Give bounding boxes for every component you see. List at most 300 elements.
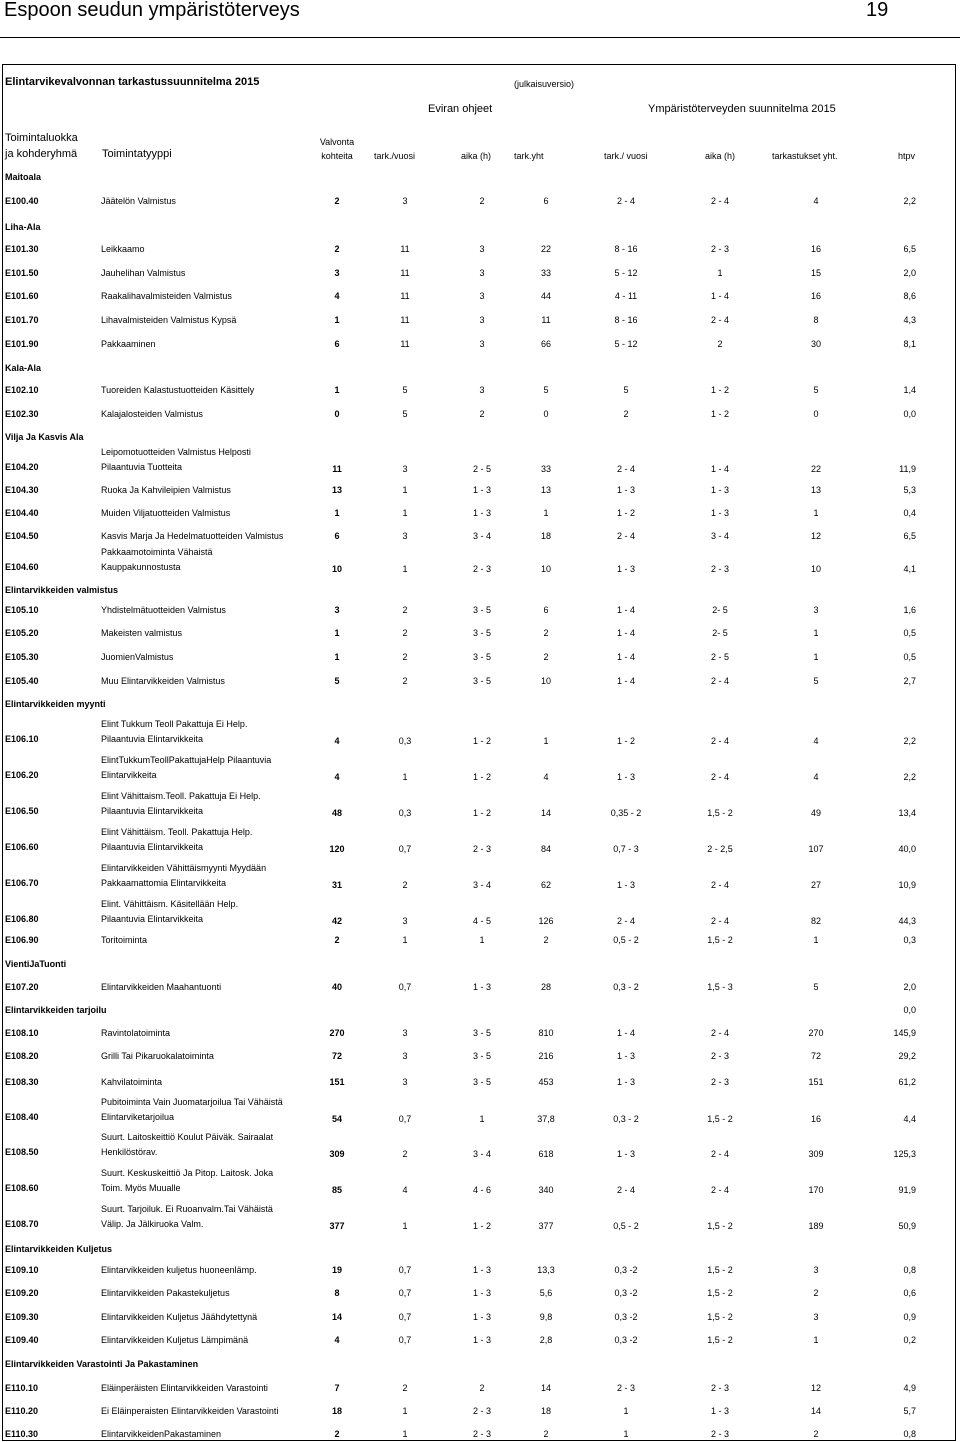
cell-toimintatyyppi: Toritoiminta [101,935,148,945]
cell-e-tark: 1 [402,1429,408,1439]
cell-e-tark: 3 [402,1028,408,1038]
cell-e-tark: 11 [400,315,410,325]
cell-e-tark: 1 [402,1221,408,1231]
cell-htpv: 0,9 [903,1312,916,1322]
cell-y-tark: 2 - 4 [616,1185,636,1195]
cell-toimintatyyppi: Leipomotuotteiden Valmistus Helposti [101,447,251,457]
cell-y-aika: 2 - 3 [710,1077,730,1087]
cell-y-aika: 1,5 - 2 [707,1335,733,1345]
cell-kohteet: 72 [331,1051,343,1061]
cell-y-aika: 2 - 4 [710,1149,730,1159]
cell-y-aika: 1 - 4 [710,464,730,474]
cell-y-yht: 27 [810,880,822,890]
cell-y-aika: 1,5 - 2 [707,1312,733,1322]
cell-e-tark: 1 [402,1406,408,1416]
cell-kohteet: 1 [334,508,340,518]
cell-toimintatyyppi: Elintarvikkeiden Vähittäismyynti Myydään [101,863,267,873]
cell-y-yht: 1 [813,1335,819,1345]
cell-code: E106.10 [5,734,39,744]
cell-code: E106.60 [5,842,39,852]
cell-y-tark: 1 - 3 [616,564,636,574]
cell-toimintatyyppi: Elintarvikkeiden Maahantuonti [101,982,222,992]
cell-e-yht: 66 [540,339,552,349]
cell-htpv: 2,7 [903,676,916,686]
cell-toimintatyyppi: Kauppakunnostusta [101,562,181,572]
col-header-luokka-1: Toimintaluokka [5,132,78,144]
cell-y-tark: 1 - 4 [616,676,636,686]
cell-toimintatyyppi: Jäätelön Valmistus [101,196,176,206]
cell-code: E108.30 [5,1077,39,1087]
cell-toimintatyyppi: Suurt. Keskuskeittiö Ja Pitop. Laitosk. Joka [101,1168,274,1178]
cell-htpv: 145,9 [893,1028,916,1038]
cell-kohteet: 14 [331,1312,343,1322]
cell-e-aika: 1 - 2 [472,736,492,746]
cell-kohteet: 48 [331,808,343,818]
section-label: Vilja Ja Kasvis Ala [5,432,84,442]
cell-y-yht: 2 [813,1429,819,1439]
col-header-y-yht: tarkastukset yht. [772,151,838,161]
cell-toimintatyyppi: Pakkaamotoiminta Vähaistä [101,547,213,557]
page-header [0,0,960,24]
cell-code: E105.20 [5,628,39,638]
cell-htpv: 1,6 [903,605,916,615]
col-header-kohteet-2: kohteita [321,151,353,161]
cell-kohteet: 2 [334,244,340,254]
cell-htpv: 2,0 [903,982,916,992]
cell-e-aika: 1 - 3 [472,982,492,992]
cell-y-aika: 1 - 2 [710,385,730,395]
cell-htpv: 91,9 [898,1185,916,1195]
cell-e-aika: 2 - 3 [472,1429,492,1439]
cell-kohteet: 85 [331,1185,343,1195]
cell-toimintatyyppi: Elintarvikkeita [101,770,157,780]
cell-e-aika: 1 - 3 [472,1288,492,1298]
cell-code: E106.80 [5,914,39,924]
cell-e-aika: 1 - 3 [472,485,492,495]
cell-y-aika: 1,5 - 3 [707,982,733,992]
cell-toimintatyyppi: Ruoka Ja Kahvileipien Valmistus [101,485,231,495]
cell-htpv: 0,3 [903,935,916,945]
cell-code: E101.70 [5,315,39,325]
cell-e-tark: 1 [402,772,408,782]
col-header-e-yht: tark.yht [514,151,544,161]
cell-y-aika: 1,5 - 2 [707,1221,733,1231]
cell-toimintatyyppi: Pilaantuvia Elintarvikkeita [101,734,204,744]
cell-htpv: 0,4 [903,508,916,518]
cell-kohteet: 1 [334,628,340,638]
cell-y-tark: 1 - 2 [616,736,636,746]
version-note: (julkaisuversio) [514,79,575,89]
cell-kohteet: 151 [329,1077,345,1087]
cell-y-tark: 2 - 3 [616,1383,636,1393]
cell-toimintatyyppi: Pilaantuvia Elintarvikkeita [101,842,204,852]
cell-y-yht: 4 [813,736,819,746]
cell-toimintatyyppi: Pakkaamattomia Elintarvikkeita [101,878,227,888]
cell-y-tark: 2 [623,409,629,419]
cell-kohteet: 1 [334,652,340,662]
cell-y-aika: 1 - 3 [710,485,730,495]
cell-e-aika: 2 [479,196,485,206]
cell-toimintatyyppi: Muu Elintarvikkeiden Valmistus [101,676,225,686]
section-label: Kala-Ala [5,363,42,373]
cell-htpv: 2,2 [903,736,916,746]
cell-y-aika: 2 - 4 [710,736,730,746]
cell-y-aika: 1,5 - 2 [707,808,733,818]
cell-kohteet: 3 [334,605,340,615]
cell-toimintatyyppi: Raakalihavalmisteiden Valmistus [101,291,232,301]
cell-htpv: 6,5 [903,531,916,541]
section-label: Elintarvikkeiden Varastointi Ja Pakastaminen [5,1359,199,1369]
cell-code: E109.40 [5,1335,39,1345]
cell-y-tark: 0,3 -2 [614,1288,638,1298]
cell-y-tark: 1 - 4 [616,652,636,662]
cell-kohteet: 0 [334,409,340,419]
cell-e-yht: 13 [540,485,552,495]
cell-e-yht: 377 [538,1221,554,1231]
cell-toimintatyyppi: Elintarvikkeiden kuljetus huoneenlämp. [101,1265,257,1275]
cell-y-aika: 2 - 4 [710,880,730,890]
cell-y-yht: 3 [813,1265,819,1275]
cell-y-tark: 1 - 3 [616,1149,636,1159]
cell-code: E104.50 [5,531,39,541]
section-label: Maitoala [5,172,42,182]
cell-y-tark: 5 - 12 [614,339,638,349]
cell-e-tark: 1 [402,508,408,518]
cell-e-aika: 1 - 3 [472,1335,492,1345]
section-label: Elintarvikkeiden Kuljetus [5,1244,113,1254]
cell-e-yht: 126 [538,916,554,926]
cell-y-tark: 1 [623,1406,629,1416]
cell-e-aika: 3 - 5 [472,652,492,662]
cell-y-aika: 2- 5 [712,628,728,638]
cell-e-aika: 1 - 2 [472,808,492,818]
cell-kohteet: 1 [334,315,340,325]
cell-e-yht: 810 [538,1028,554,1038]
cell-toimintatyyppi: Kalajalosteiden Valmistus [101,409,203,419]
cell-e-tark: 3 [402,1077,408,1087]
cell-e-aika: 3 - 5 [472,1077,492,1087]
cell-e-yht: 618 [538,1149,554,1159]
cell-y-yht: 5 [813,385,819,395]
cell-code: E108.20 [5,1051,39,1061]
cell-e-tark: 5 [402,385,408,395]
cell-e-tark: 0,7 [398,1265,412,1275]
cell-y-tark: 5 [623,385,629,395]
cell-y-tark: 2 - 4 [616,464,636,474]
cell-kohteet: 4 [334,772,340,782]
cell-y-tark: 1 - 3 [616,485,636,495]
cell-htpv: 5,3 [903,485,916,495]
cell-y-yht: 0 [813,409,819,419]
cell-y-tark: 5 - 12 [614,268,638,278]
cell-htpv: 8,1 [903,339,916,349]
cell-y-yht: 1 [813,628,819,638]
cell-toimintatyyppi: Tuoreiden Kalastustuotteiden Käsittely [101,385,255,395]
cell-toimintatyyppi: Lihavalmisteiden Valmistus Kypsä [101,315,237,325]
cell-e-aika: 3 - 5 [472,676,492,686]
cell-y-yht: 49 [810,808,822,818]
cell-kohteet: 1 [334,385,340,395]
cell-y-yht: 22 [810,464,822,474]
cell-e-yht: 6 [543,605,549,615]
cell-code: E105.10 [5,605,39,615]
cell-e-aika: 3 - 5 [472,1028,492,1038]
cell-kohteet: 42 [331,916,343,926]
cell-y-yht: 30 [810,339,822,349]
cell-htpv: 10,9 [898,880,916,890]
cell-y-tark: 2 - 4 [616,196,636,206]
cell-y-tark: 8 - 16 [614,244,638,254]
cell-e-aika: 3 - 4 [472,880,492,890]
cell-y-aika: 2 - 4 [710,1185,730,1195]
cell-e-aika: 1 - 3 [472,508,492,518]
cell-toimintatyyppi: Jauhelihan Valmistus [101,268,186,278]
cell-y-yht: 1 [813,508,819,518]
cell-e-tark: 11 [400,244,410,254]
cell-toimintatyyppi: ElintarvikkeidenPakastaminen [101,1429,222,1439]
cell-y-tark: 0,5 - 2 [613,1221,639,1231]
cell-toimintatyyppi: Pilaantuvia Elintarvikkeita [101,914,204,924]
cell-e-tark: 11 [400,268,410,278]
cell-code: E101.90 [5,339,39,349]
cell-e-tark: 3 [402,1051,408,1061]
cell-y-aika: 1 - 4 [710,291,730,301]
cell-htpv: 2,2 [903,772,916,782]
cell-e-yht: 84 [540,844,552,854]
cell-e-aika: 3 - 5 [472,1051,492,1061]
cell-e-yht: 2 [543,935,549,945]
cell-y-tark: 0,3 -2 [614,1312,638,1322]
cell-y-tark: 0,3 -2 [614,1335,638,1345]
cell-kohteet: 10 [331,564,343,574]
cell-toimintatyyppi: Pakkaaminen [101,339,156,349]
cell-y-tark: 2 - 4 [616,531,636,541]
cell-e-aika: 3 [479,268,485,278]
cell-y-aika: 2 - 4 [710,676,730,686]
cell-toimintatyyppi: Muiden Viljatuotteiden Valmistus [101,508,231,518]
cell-e-tark: 4 [402,1185,408,1195]
cell-htpv: 2,0 [903,268,916,278]
cell-e-aika: 3 [479,385,485,395]
cell-e-tark: 0,3 [398,736,412,746]
cell-e-yht: 18 [540,531,552,541]
cell-toimintatyyppi: ElintTukkumTeollPakattujaHelp Pilaantuvia [101,755,272,765]
cell-kohteet: 54 [331,1114,343,1124]
cell-htpv: 0,6 [903,1288,916,1298]
cell-toimintatyyppi: Elintarvikkeiden Pakastekuljetus [101,1288,230,1298]
cell-y-aika: 2 - 3 [710,1383,730,1393]
cell-y-yht: 15 [810,268,822,278]
cell-e-yht: 10 [540,564,552,574]
cell-y-aika: 1 - 2 [710,409,730,419]
cell-y-tark: 0,3 - 2 [613,1114,639,1124]
cell-e-yht: 18 [540,1406,552,1416]
col-header-luokka-2: ja kohderyhmä [5,148,78,160]
cell-e-aika: 2 [479,1383,485,1393]
cell-e-yht: 14 [540,1383,552,1393]
cell-e-tark: 0,7 [398,1288,412,1298]
cell-kohteet: 6 [334,531,340,541]
cell-y-tark: 1 - 2 [616,508,636,518]
cell-htpv: 0,2 [903,1335,916,1345]
cell-e-tark: 3 [402,196,408,206]
cell-y-aika: 1,5 - 2 [707,1265,733,1275]
cell-e-tark: 1 [402,564,408,574]
cell-y-aika: 2 - 3 [710,1429,730,1439]
cell-kohteet: 31 [331,880,343,890]
cell-e-yht: 216 [538,1051,554,1061]
cell-y-aika: 2 - 2,5 [707,844,733,854]
cell-y-tark: 0,3 -2 [614,1265,638,1275]
cell-code: E109.10 [5,1265,39,1275]
cell-e-yht: 5,6 [539,1288,553,1298]
cell-toimintatyyppi: Elint Tukkum Teoll Pakattuja Ei Help. [101,719,248,729]
cell-toimintatyyppi: Elint. Vähittäism. Käsitellään Help. [101,899,239,909]
cell-e-yht: 44 [540,291,552,301]
header-divider [0,37,960,38]
cell-e-tark: 1 [402,935,408,945]
cell-y-aika: 2 - 4 [710,1028,730,1038]
cell-kohteet: 19 [331,1265,343,1275]
cell-code: E108.70 [5,1219,39,1229]
cell-e-aika: 4 - 5 [472,916,492,926]
cell-toimintatyyppi: Toim. Myös Muualle [101,1183,181,1193]
cell-y-tark: 2 - 4 [616,916,636,926]
cell-htpv: 61,2 [898,1077,916,1087]
cell-htpv: 0,0 [903,1005,916,1015]
cell-toimintatyyppi: Makeisten valmistus [101,628,183,638]
cell-y-yht: 8 [813,315,819,325]
cell-y-yht: 107 [808,844,824,854]
cell-y-yht: 5 [813,982,819,992]
cell-e-aika: 2 - 3 [472,1406,492,1416]
cell-e-yht: 2,8 [539,1335,553,1345]
cell-toimintatyyppi: Suurt. Laitoskeittiö Koulut Päiväk. Sairaalat [101,1132,274,1142]
cell-e-tark: 0,7 [398,844,412,854]
cell-y-aika: 1,5 - 2 [707,1114,733,1124]
cell-code: E102.10 [5,385,39,395]
cell-code: E104.60 [5,562,39,572]
cell-y-aika: 2 - 4 [710,196,730,206]
cell-kohteet: 2 [334,1429,340,1439]
cell-toimintatyyppi: JuomienValmistus [101,652,174,662]
cell-y-tark: 0,7 - 3 [613,844,639,854]
cell-y-aika: 1 - 3 [710,508,730,518]
cell-y-aika: 2 - 4 [710,772,730,782]
cell-e-yht: 11 [541,315,551,325]
section-label: Liha-Ala [5,222,41,232]
cell-code: E106.70 [5,878,39,888]
cell-y-aika: 2 - 4 [710,916,730,926]
cell-toimintatyyppi: Pilaantuvia Tuotteita [101,462,183,472]
cell-toimintatyyppi: Elintarvikkeiden Kuljetus Jäähdytettynä [101,1312,258,1322]
cell-code: E101.50 [5,268,39,278]
cell-y-tark: 1 - 3 [616,772,636,782]
cell-y-aika: 2 - 5 [710,652,730,662]
col-header-kohteet-1: Valvonta [319,137,355,147]
cell-y-yht: 1 [813,652,819,662]
cell-e-aika: 1 - 3 [472,1265,492,1275]
cell-code: E106.90 [5,935,39,945]
cell-kohteet: 377 [329,1221,345,1231]
cell-y-tark: 1 - 3 [616,880,636,890]
cell-e-tark: 0,3 [398,808,412,818]
table-title: Elintarvikevalvonnan tarkastussuunnitelma 2015 [5,76,260,88]
cell-e-tark: 2 [402,628,408,638]
cell-y-tark: 4 - 11 [614,291,638,301]
cell-kohteet: 270 [329,1028,345,1038]
cell-htpv: 1,4 [903,385,916,395]
cell-code: E110.30 [5,1429,39,1439]
cell-toimintatyyppi: Elintarvikkeiden Kuljetus Lämpimänä [101,1335,249,1345]
cell-code: E110.10 [5,1383,39,1393]
cell-e-aika: 4 - 6 [472,1185,492,1195]
cell-y-yht: 12 [810,1383,822,1393]
cell-htpv: 44,3 [898,916,916,926]
cell-kohteet: 4 [334,291,340,301]
cell-e-yht: 1 [543,508,549,518]
cell-code: E105.30 [5,652,39,662]
cell-e-tark: 2 [402,1383,408,1393]
cell-toimintatyyppi: Välip. Ja Jälkiruoka Valm. [101,1219,204,1229]
cell-e-yht: 1 [543,736,549,746]
cell-htpv: 11,9 [899,464,916,474]
cell-kohteet: 40 [331,982,343,992]
cell-e-yht: 10 [540,676,552,686]
cell-e-aika: 3 - 5 [472,628,492,638]
section-label: Elintarvikkeiden valmistus [5,585,119,595]
document-title: Espoon seudun ympäristöterveys [4,0,300,21]
section-label: Elintarvikkeiden myynti [5,699,106,709]
cell-code: E107.20 [5,982,39,992]
cell-e-aika: 1 - 2 [472,772,492,782]
cell-y-aika: 2 [717,339,723,349]
cell-y-aika: 2 - 3 [710,1051,730,1061]
cell-e-aika: 3 [479,315,485,325]
cell-e-yht: 14 [540,808,552,818]
cell-e-tark: 2 [402,652,408,662]
cell-e-aika: 3 - 4 [472,1149,492,1159]
cell-y-yht: 270 [808,1028,824,1038]
cell-htpv: 0,8 [903,1429,916,1439]
cell-e-tark: 2 [402,1149,408,1159]
cell-e-tark: 1 [402,485,408,495]
cell-code: E104.20 [5,462,39,472]
cell-htpv: 2,2 [903,196,916,206]
cell-e-yht: 62 [540,880,552,890]
cell-e-tark: 3 [402,464,408,474]
cell-e-yht: 33 [540,464,552,474]
cell-e-yht: 2 [543,1429,549,1439]
cell-e-aika: 1 - 3 [472,1312,492,1322]
cell-y-yht: 309 [808,1149,824,1159]
cell-y-aika: 2 - 3 [710,244,730,254]
cell-toimintatyyppi: Pilaantuvia Elintarvikkeita [101,806,204,816]
cell-y-yht: 16 [810,1114,822,1124]
cell-kohteet: 4 [334,736,340,746]
cell-code: E101.30 [5,244,39,254]
cell-kohteet: 8 [334,1288,340,1298]
cell-kohteet: 6 [334,339,340,349]
cell-y-tark: 0,5 - 2 [613,935,639,945]
cell-htpv: 4,9 [903,1383,916,1393]
cell-toimintatyyppi: Suurt. Tarjoiluk. Ei Ruoanvalm.Tai Vähäistä [101,1204,273,1214]
section-label: Elintarvikkeiden tarjoilu [5,1005,107,1015]
col-header-tyyppi: Toimintatyyppi [102,148,172,160]
cell-y-tark: 0,3 - 2 [613,982,639,992]
cell-code: E105.40 [5,676,39,686]
cell-code: E108.50 [5,1147,39,1157]
